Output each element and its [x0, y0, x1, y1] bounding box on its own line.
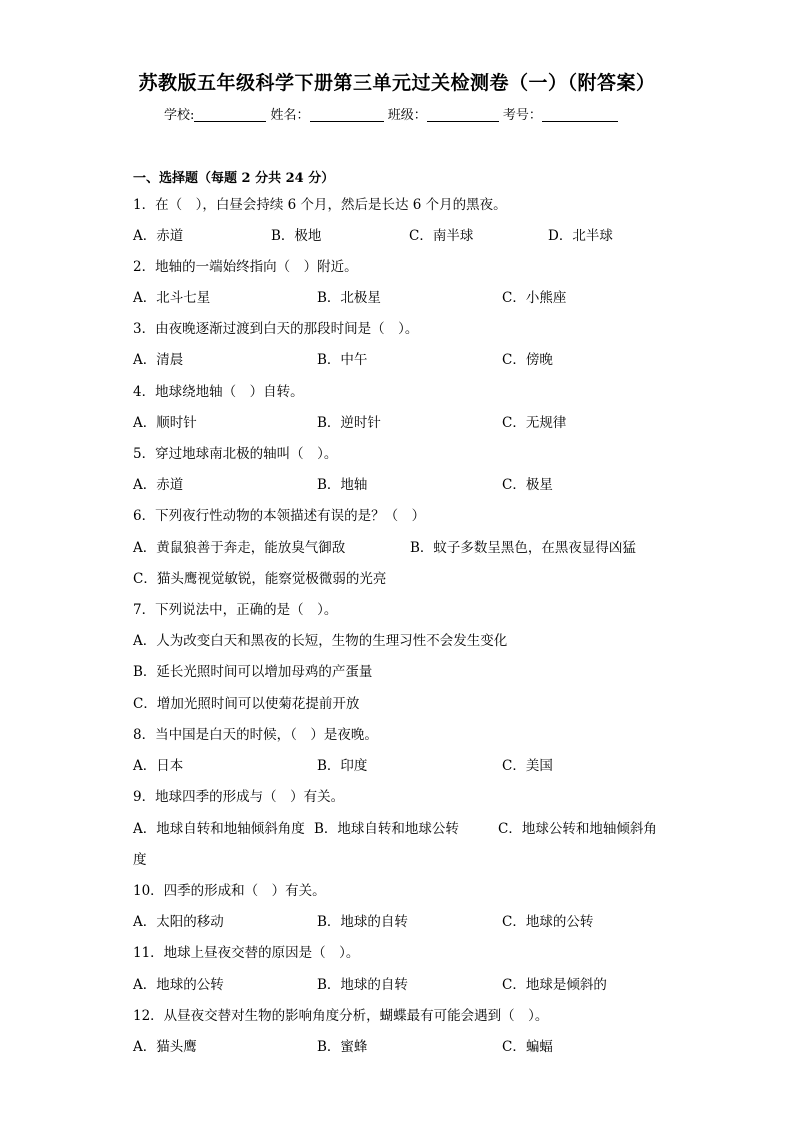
option: B．蜜蜂 — [317, 1039, 368, 1055]
question-text: 6．下列夜行性动物的本领描述有误的是？（ ） — [133, 508, 426, 524]
option: C．南半球 — [409, 228, 474, 244]
option: A．地球自转和地轴倾斜角度 — [133, 821, 305, 837]
option: A．赤道 — [133, 477, 184, 493]
option: C．地球的公转 — [502, 914, 594, 930]
option: C．无规律 — [502, 415, 567, 431]
option: B．逆时针 — [317, 415, 381, 431]
option: B．地球的自转 — [317, 977, 408, 993]
option: A．人为改变白天和黑夜的长短，生物的生理习性不会发生变化 — [133, 633, 508, 649]
option: A．太阳的移动 — [133, 914, 224, 930]
option: A．顺时针 — [133, 415, 197, 431]
option: C．猫头鹰视觉敏锐，能察觉极微弱的光亮 — [133, 571, 387, 587]
option: B．蚊子多数呈黑色，在黑夜显得凶猛 — [410, 540, 636, 556]
option: A．北斗七星 — [133, 290, 211, 306]
option: B．北极星 — [317, 290, 381, 306]
question-text: 10．四季的形成和（ ）有关。 — [133, 883, 326, 899]
option: B．地球自转和地球公转 — [314, 821, 459, 837]
name-blank[interactable] — [310, 107, 384, 122]
class-label: 班级： — [387, 108, 427, 123]
exam-no-blank[interactable] — [542, 107, 618, 122]
option: D．北半球 — [548, 228, 613, 244]
option: A．清晨 — [133, 352, 184, 368]
class-blank[interactable] — [427, 107, 499, 122]
question-text: 5．穿过地球南北极的轴叫（ ）。 — [133, 446, 338, 462]
option: C．极星 — [502, 477, 553, 493]
student-info-row — [164, 104, 618, 123]
question-text: 3．由夜晚逐渐过渡到白天的那段时间是（ ）。 — [133, 321, 419, 337]
question-text: 9．地球四季的形成与（ ）有关。 — [133, 789, 345, 805]
option: C．地球是倾斜的 — [502, 977, 607, 993]
name-label: 姓名： — [270, 108, 310, 123]
option: C．美国 — [502, 758, 553, 774]
question-text: 8．当中国是白天的时候，（ ）是夜晚。 — [133, 727, 378, 743]
option: A．日本 — [133, 758, 184, 774]
option: A．地球的公转 — [133, 977, 224, 993]
option: A．猫头鹰 — [133, 1039, 197, 1055]
question-text: 4．地球绕地轴（ ）自转。 — [133, 384, 304, 400]
school-blank[interactable] — [194, 107, 266, 122]
option: C．蝙蝠 — [502, 1039, 553, 1055]
question-text: 12．从昼夜交替对生物的影响角度分析，蝴蝶最有可能会遇到（ ）。 — [133, 1008, 549, 1024]
option: B．中午 — [317, 352, 368, 368]
option: C．增加光照时间可以使菊花提前开放 — [133, 696, 360, 712]
page-title: 苏教版五年级科学下册第三单元过关检测卷（一）（附答案） — [138, 72, 656, 94]
question-text: 7．下列说法中，正确的是（ ）。 — [133, 602, 338, 618]
question-text: 2．地轴的一端始终指向（ ）附近。 — [133, 259, 358, 275]
school-label: 学校: — [164, 108, 195, 123]
option: B．印度 — [317, 758, 368, 774]
option: B．极地 — [271, 228, 322, 244]
question-text: 11．地球上昼夜交替的原因是（ ）。 — [133, 945, 360, 961]
option: C．地球公转和地轴倾斜角 — [498, 821, 657, 837]
option: B．地轴 — [317, 477, 368, 493]
option: A．赤道 — [133, 228, 184, 244]
option: B．延长光照时间可以增加母鸡的产蛋量 — [133, 664, 373, 680]
option-continuation: 度 — [133, 852, 147, 868]
option: B．地球的自转 — [317, 914, 408, 930]
option: C．傍晚 — [502, 352, 553, 368]
exam-no-label: 考号： — [502, 108, 542, 123]
question-text: 1．在（ ），白昼会持续 6 个月，然后是长达 6 个月的黑夜。 — [133, 197, 507, 213]
section-heading: 一、选择题（每题 2 分共 24 分） — [133, 171, 335, 186]
option: A．黄鼠狼善于奔走，能放臭气御敌 — [133, 540, 346, 556]
option: C．小熊座 — [502, 290, 567, 306]
